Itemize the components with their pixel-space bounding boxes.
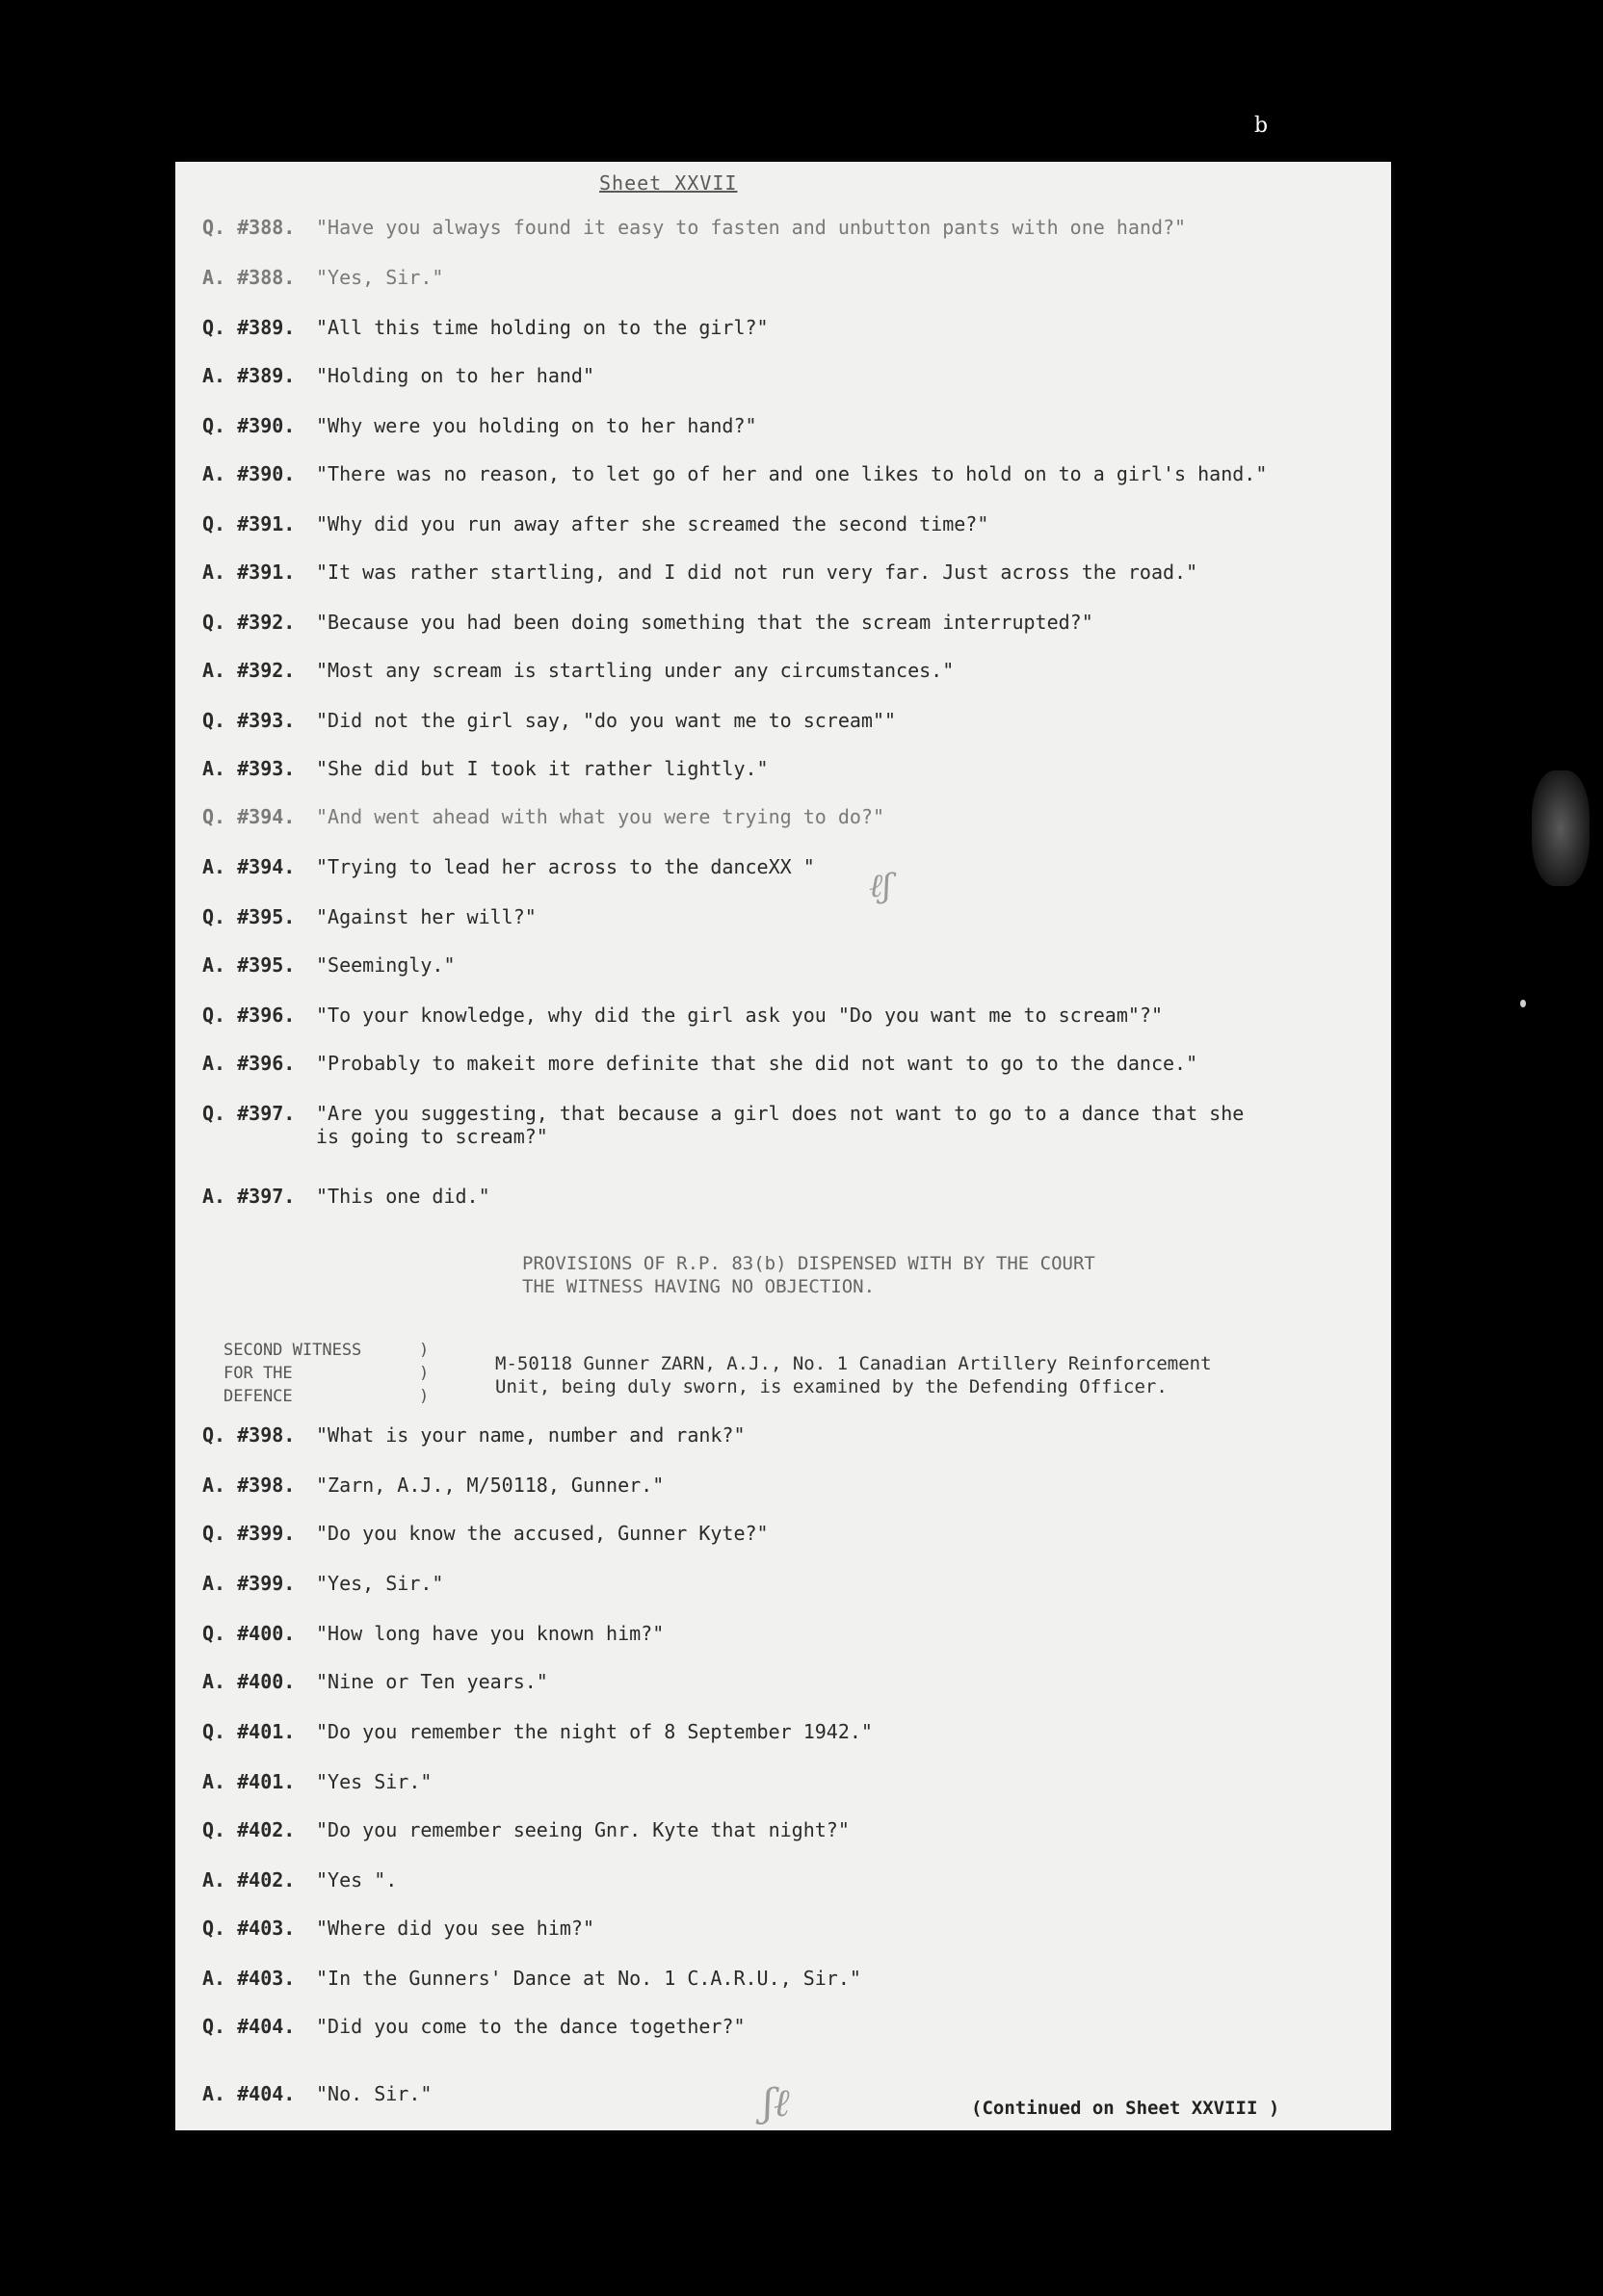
paper-speck (1520, 1000, 1526, 1007)
entry-number: A. #400. (202, 1670, 296, 1693)
entry-text: "Probably to makeit more definite that she did not want to go to the dance." (316, 1052, 1198, 1075)
entry-text: "Do you remember the night of 8 September 1942." (316, 1720, 873, 1743)
entry-number: A. #395. (202, 953, 296, 977)
entry-text: "All this time holding on to the girl?" (316, 316, 769, 339)
question-row (202, 1622, 664, 1645)
continued-note: (Continued on Sheet XXVIII ) (971, 2098, 1280, 2119)
question-row (202, 316, 769, 339)
entry-number: A. #402. (202, 1868, 296, 1892)
document-page (175, 162, 1391, 2130)
entry-number: Q. #396. (202, 1004, 296, 1027)
answer-row (202, 659, 954, 682)
entry-number: A. #391. (202, 561, 296, 584)
entry-text: "Most any scream is startling under any circumstances." (316, 659, 955, 682)
question-row (202, 1522, 769, 1545)
entry-text: "Why were you holding on to her hand?" (316, 414, 757, 437)
entry-number: A. #393. (202, 757, 296, 780)
entry-number: Q. #400. (202, 1622, 296, 1645)
answer-row (202, 1868, 397, 1892)
entry-text: "How long have you known him?" (316, 1622, 665, 1645)
entry-number: Q. #399. (202, 1522, 296, 1545)
handwritten-initials-2: ʃℓ (763, 2081, 790, 2126)
question-row (202, 905, 537, 928)
witness-description: M-50118 Gunner ZARN, A.J., No. 1 Canadian Artillery Reinforcement Unit, being duly sworn, is examined by the Defending Officer. (495, 1353, 1212, 1397)
answer-row (202, 462, 1267, 485)
entry-number: Q. #388. (202, 216, 296, 239)
entry-text: "It was rather startling, and I did not run very far. Just across the road." (316, 561, 1198, 584)
sheet-title: Sheet XXVII (599, 171, 738, 195)
entry-number: Q. #395. (202, 905, 296, 928)
entry-number: Q. #394. (202, 805, 296, 828)
entry-number: A. #392. (202, 659, 296, 682)
question-row (202, 611, 1093, 634)
entry-text: "Yes, Sir." (316, 266, 444, 289)
question-row (202, 1720, 873, 1743)
entry-number: Q. #403. (202, 1917, 296, 1940)
entry-number: A. #389. (202, 364, 296, 387)
entry-text: "Holding on to her hand" (316, 364, 594, 387)
handwritten-initials-1: ℓʃ (869, 867, 892, 905)
entry-number: A. #398. (202, 1474, 296, 1497)
entry-text: "This one did." (316, 1185, 490, 1208)
witness-heading: SECOND WITNESS FOR THE DEFENCE (223, 1341, 362, 1406)
question-row (202, 1917, 594, 1940)
entry-number: A. #404. (202, 2082, 296, 2105)
corner-handwritten-mark: b (1254, 114, 1269, 138)
entry-text: "In the Gunners' Dance at No. 1 C.A.R.U., Sir." (316, 1967, 861, 1990)
entry-number: Q. #392. (202, 611, 296, 634)
entry-number: Q. #390. (202, 414, 296, 437)
entry-text: "And went ahead with what you were trying to do?" (316, 805, 885, 828)
entry-number: A. #397. (202, 1185, 296, 1208)
entry-number: Q. #398. (202, 1423, 296, 1447)
entry-text: "Yes Sir." (316, 1770, 433, 1793)
entry-text: "Why did you run away after she screamed the second time?" (316, 512, 989, 535)
question-row (202, 1423, 746, 1447)
answer-row (202, 561, 1197, 584)
entry-number: A. #390. (202, 462, 296, 485)
entry-text: "Against her will?" (316, 905, 537, 928)
entry-text: "She did but I took it rather lightly." (316, 757, 769, 780)
question-row (202, 414, 757, 437)
answer-row (202, 1052, 1197, 1075)
question-row (202, 805, 884, 828)
answer-row (202, 1185, 490, 1208)
answer-row (202, 757, 769, 780)
answer-row (202, 1770, 432, 1793)
entry-number: A. #396. (202, 1052, 296, 1075)
entry-text: "No. Sir." (316, 2082, 433, 2105)
binding-hole-shadow (1532, 770, 1590, 886)
entry-text: "Are you suggesting, that because a girl does not want to go to a dance that she is going to scream?" (316, 1102, 1245, 1148)
entry-text: "Seemingly." (316, 953, 456, 977)
question-row (202, 709, 896, 732)
entry-number: Q. #397. (202, 1102, 296, 1125)
entry-number: A. #388. (202, 266, 296, 289)
entry-text: "Have you always found it easy to fasten and unbutton pants with one hand?" (316, 216, 1187, 239)
question-row (202, 512, 988, 535)
entry-number: A. #401. (202, 1770, 296, 1793)
entry-text: "Nine or Ten years." (316, 1670, 548, 1693)
entry-text: "Yes, Sir." (316, 1572, 444, 1595)
entry-number: Q. #389. (202, 316, 296, 339)
answer-row (202, 953, 456, 977)
entry-text: "What is your name, number and rank?" (316, 1423, 746, 1447)
answer-row (202, 855, 815, 878)
entry-number: Q. #393. (202, 709, 296, 732)
answer-row (202, 364, 594, 387)
answer-row (202, 266, 443, 289)
entry-text: "There was no reason, to let go of her and one likes to hold on to a girl's hand." (316, 462, 1268, 485)
entry-number: Q. #402. (202, 1818, 296, 1841)
entry-number: Q. #391. (202, 512, 296, 535)
entry-number: A. #403. (202, 1967, 296, 1990)
answer-row (202, 1572, 443, 1595)
answer-row (202, 1670, 548, 1693)
question-row (202, 1102, 1244, 1148)
provisions-note: PROVISIONS OF R.P. 83(b) DISPENSED WITH BY THE COURT THE WITNESS HAVING NO OBJECTION. (522, 1253, 1095, 1297)
entry-text: "Did not the girl say, "do you want me to scream"" (316, 709, 897, 732)
entry-text: "Yes ". (316, 1868, 398, 1892)
entry-number: A. #399. (202, 1572, 296, 1595)
question-row (202, 1004, 1163, 1027)
entry-text: "Zarn, A.J., M/50118, Gunner." (316, 1474, 665, 1497)
entry-text: "Did you come to the dance together?" (316, 2015, 746, 2038)
question-row (202, 216, 1186, 239)
entry-text: "To your knowledge, why did the girl ask you "Do you want me to scream"?" (316, 1004, 1163, 1027)
entry-text: "Where did you see him?" (316, 1917, 594, 1940)
entry-text: "Trying to lead her across to the danceXX " (316, 855, 815, 878)
question-row (202, 2015, 746, 2038)
question-row (202, 1818, 850, 1841)
entry-number: Q. #401. (202, 1720, 296, 1743)
answer-row (202, 2082, 432, 2105)
answer-row (202, 1967, 861, 1990)
entry-number: Q. #404. (202, 2015, 296, 2038)
answer-row (202, 1474, 664, 1497)
entry-number: A. #394. (202, 855, 296, 878)
entry-text: "Do you remember seeing Gnr. Kyte that night?" (316, 1818, 850, 1841)
entry-text: "Because you had been doing something that the scream interrupted?" (316, 611, 1093, 634)
witness-brackets: ) ) ) (419, 1341, 430, 1406)
entry-text: "Do you know the accused, Gunner Kyte?" (316, 1522, 769, 1545)
